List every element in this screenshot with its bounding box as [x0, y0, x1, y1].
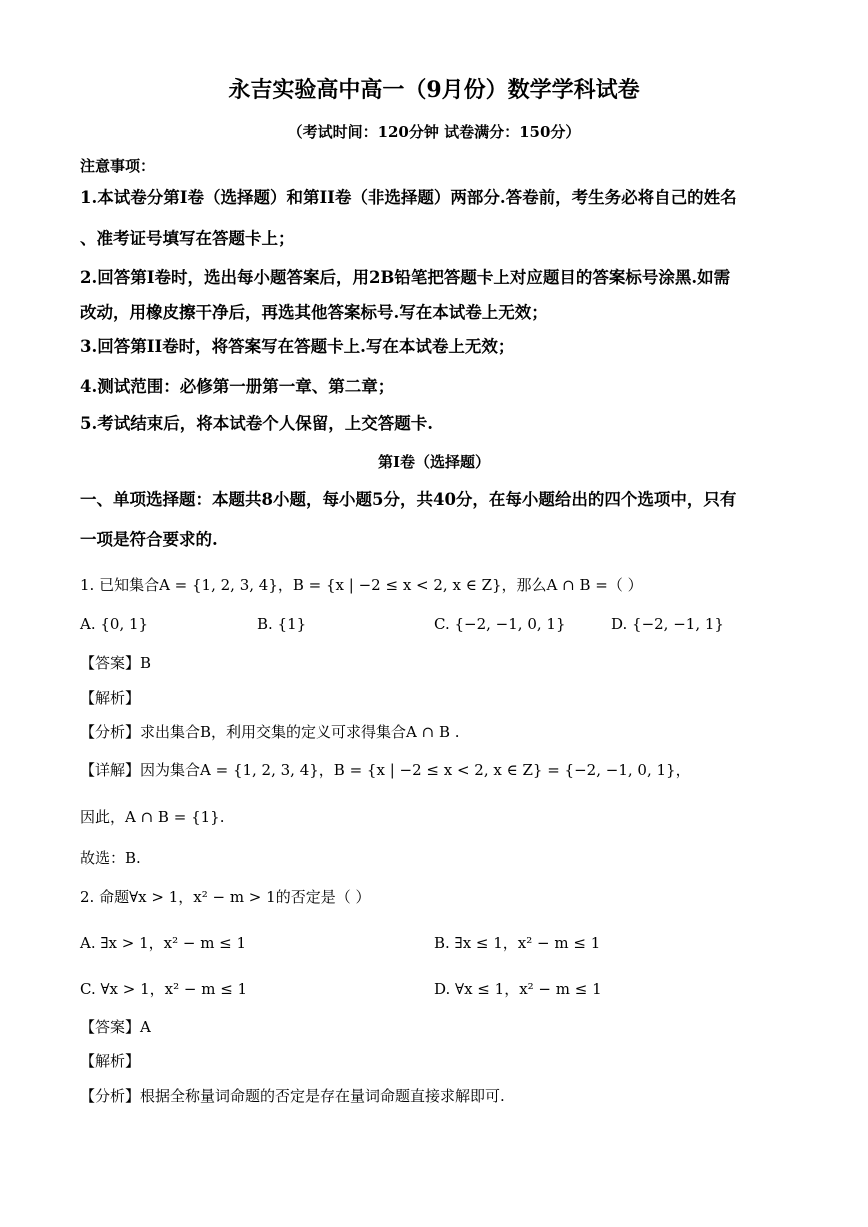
- section-instruction-line-1: 一、单项选择题：本题共8小题，每小题5分，共40分，在每小题给出的四个选项中，只有: [80, 490, 737, 509]
- question-2-answer: 【答案】A: [80, 1018, 151, 1036]
- question-1-option-d: D. {−2, −1, 1}: [611, 615, 724, 633]
- question-2-stem: 2. 命题∀x > 1，x² − m > 1的否定是（ ）: [80, 888, 371, 906]
- notice-item-1-line-2: 、准考证号填写在答题卡上；: [80, 229, 295, 248]
- question-1-conclusion: 因此，A ∩ B = {1}.: [80, 808, 225, 826]
- exam-subtitle: （考试时间：120分钟 试卷满分：150分）: [287, 123, 581, 141]
- question-1-analysis-label: 【解析】: [80, 689, 141, 707]
- question-2-option-d: D. ∀x ≤ 1，x² − m ≤ 1: [434, 980, 602, 998]
- exam-title: 永吉实验高中高一（9月份）数学学科试卷: [228, 77, 640, 103]
- notice-item-1-line-1: 1.本试卷分第I卷（选择题）和第II卷（非选择题）两部分.答卷前，考生务必将自己的姓名: [80, 188, 737, 207]
- question-1-choice: 故选：B.: [80, 849, 141, 867]
- notice-item-2-line-1: 2.回答第I卷时，选出每小题答案后，用2B铅笔把答题卡上对应题目的答案标号涂黑.如需: [80, 268, 731, 287]
- question-2-option-c: C. ∀x > 1，x² − m ≤ 1: [80, 980, 248, 998]
- section-heading: 第I卷（选择题）: [377, 453, 491, 471]
- section-instruction-line-2: 一项是符合要求的.: [80, 530, 218, 549]
- question-2-option-a: A. ∃x > 1，x² − m ≤ 1: [80, 934, 247, 952]
- question-1-xiangjie: 【详解】因为集合A = {1, 2, 3, 4}，B = {x | −2 ≤ x < 2, x ∈ Z} = {−2, −1, 0, 1}，: [80, 761, 691, 779]
- question-1-fenxi: 【分析】求出集合B，利用交集的定义可求得集合A ∩ B .: [80, 723, 460, 741]
- question-2-analysis-label: 【解析】: [80, 1052, 141, 1070]
- notice-item-4: 4.测试范围：必修第一册第一章、第二章；: [80, 377, 395, 396]
- question-1-answer: 【答案】B: [80, 654, 152, 672]
- notice-item-5: 5.考试结束后，将本试卷个人保留，上交答题卡.: [80, 414, 433, 433]
- notice-item-2-line-2: 改动，用橡皮擦干净后，再选其他答案标号.写在本试卷上无效；: [80, 303, 548, 322]
- question-1-option-c: C. {−2, −1, 0, 1}: [434, 615, 566, 633]
- question-1-option-a: A. {0, 1}: [80, 615, 149, 633]
- notice-heading: 注意事项：: [80, 157, 156, 175]
- question-2-option-b: B. ∃x ≤ 1，x² − m ≤ 1: [434, 934, 601, 952]
- question-1-stem: 1. 已知集合A = {1, 2, 3, 4}，B = {x | −2 ≤ x < 2, x ∈ Z}，那么A ∩ B =（ ）: [80, 576, 643, 594]
- question-1-option-b: B. {1}: [257, 615, 307, 633]
- notice-item-3: 3.回答第II卷时，将答案写在答题卡上.写在本试卷上无效；: [80, 337, 515, 356]
- question-2-fenxi: 【分析】根据全称量词命题的否定是存在量词命题直接求解即可.: [80, 1087, 505, 1105]
